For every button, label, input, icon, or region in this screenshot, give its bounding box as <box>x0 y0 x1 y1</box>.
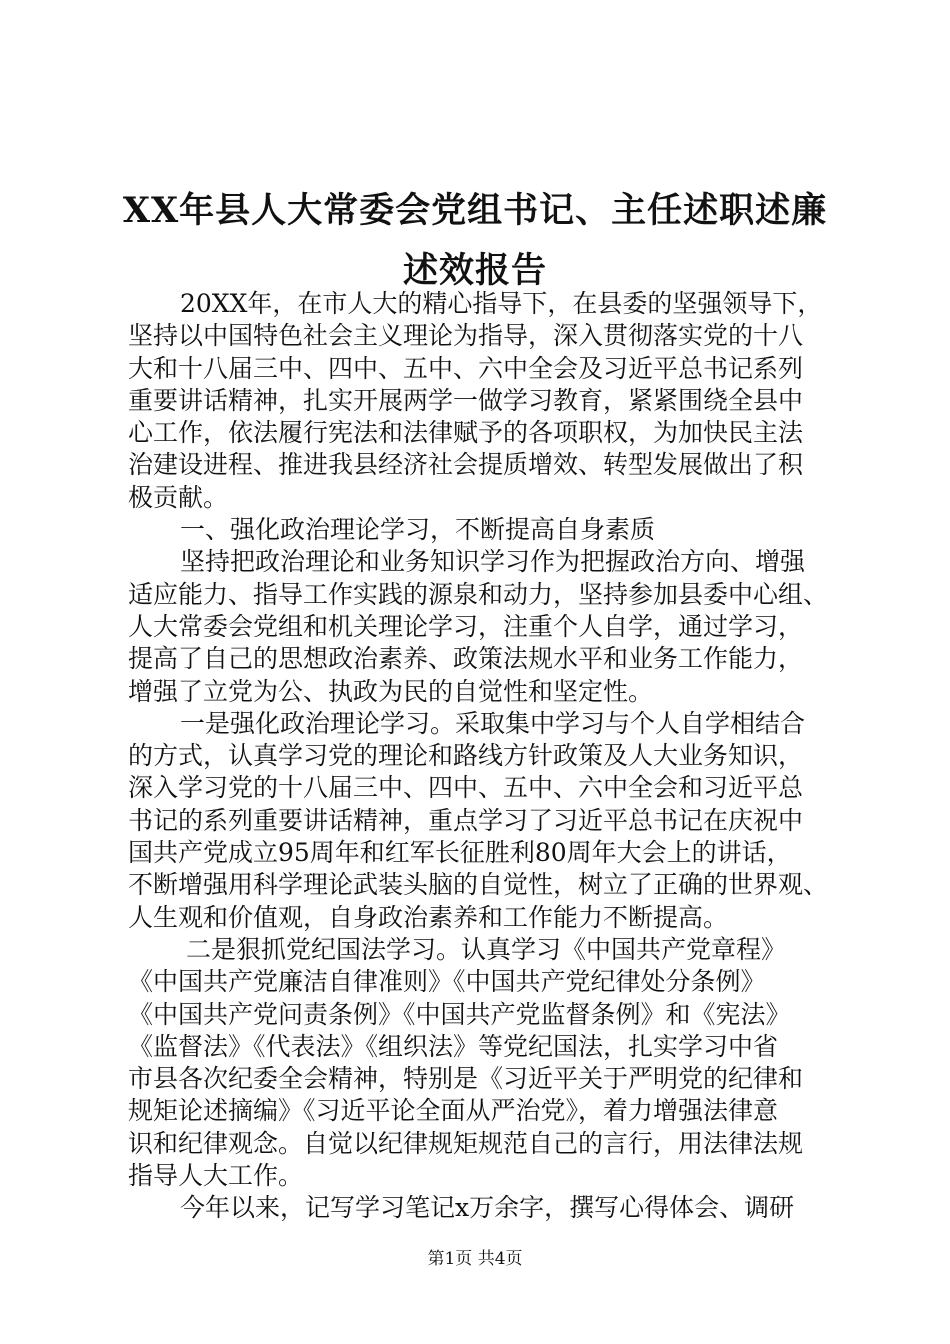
text-line: 人生观和价值观，自身政治素养和工作能力不断提高。 <box>128 902 729 932</box>
text-line: 治建设进程、推进我县经济社会提质增效、转型发展做出了积 <box>128 450 804 480</box>
text-line: 不断增强用科学理论武装头脑的自觉性，树立了正确的世界观、 <box>128 870 829 900</box>
document-title-line-1: XX年县人大常委会党组书记、主任述职述廉 <box>122 190 828 231</box>
text-line: 坚持以中国特色社会主义理论为指导，深入贯彻落实党的十八 <box>128 321 804 351</box>
text-line: 大和十八届三中、四中、五中、六中全会及习近平总书记系列 <box>128 353 804 383</box>
page-number-footer: 第1页 共4页 <box>427 1249 523 1269</box>
text-line: 心工作，依法履行宪法和法律赋予的各项职权，为加快民主法 <box>128 418 804 448</box>
text-line: 坚持把政治理论和业务知识学习作为把握政治方向、增强 <box>180 547 806 577</box>
text-line: 书记的系列重要讲话精神，重点学习了习近平总书记在庆祝中 <box>128 805 804 835</box>
text-line: 增强了立党为公、执政为民的自觉性和坚定性。 <box>128 676 654 706</box>
text-line: 提高了自己的思想政治素养、政策法规水平和业务工作能力， <box>128 644 804 674</box>
text-line: 规矩论述摘编》《习近平论全面从严治党》，着力增强法律意 <box>128 1096 779 1126</box>
text-line: 《中国共产党问责条例》《中国共产党监督条例》和《宪法》 <box>128 999 791 1029</box>
text-line: 《中国共产党廉洁自律准则》《中国共产党纪律处分条例》 <box>128 967 766 997</box>
text-line: 极贡献。 <box>128 482 229 512</box>
document-title-line-2: 述效报告 <box>402 250 547 291</box>
text-line: 指导人大工作。 <box>128 1161 304 1191</box>
text-line: 今年以来，记写学习笔记x万余字，撰写心得体会、调研 <box>180 1193 795 1223</box>
text-line: 20XX年，在市人大的精心指导下，在县委的坚强领导下， <box>180 289 823 318</box>
text-line: 国共产党成立95周年和红军长征胜利80周年大会上的讲话， <box>128 838 792 868</box>
text-line: 人大常委会党组和机关理论学习，注重个人自学，通过学习， <box>128 611 804 641</box>
text-line: 一是强化政治理论学习。采取集中学习与个人自学相结合 <box>180 708 806 738</box>
text-line: 重要讲话精神，扎实开展两学一做学习教育，紧紧围绕全县中 <box>128 385 804 415</box>
text-line: 《监督法》《代表法》《组织法》等党纪国法，扎实学习中省 <box>128 1031 779 1061</box>
text-line: 识和纪律观念。自觉以纪律规矩规范自己的言行，用法律法规 <box>128 1128 804 1158</box>
text-line: 深入学习党的十八届三中、四中、五中、六中全会和习近平总 <box>128 773 804 803</box>
document-body <box>128 288 828 1225</box>
text-line: 适应能力、指导工作实践的源泉和动力，坚持参加县委中心组、 <box>128 579 829 609</box>
text-line: 市县各次纪委全会精神，特别是《习近平关于严明党的纪律和 <box>128 1064 804 1094</box>
text-line: 二是狠抓党纪国法学习。认真学习《中国共产党章程》 <box>186 934 787 964</box>
text-line: 的方式，认真学习党的理论和路线方针政策及人大业务知识， <box>128 741 804 771</box>
section-heading: 一、强化政治理论学习，不断提高自身素质 <box>180 515 656 545</box>
